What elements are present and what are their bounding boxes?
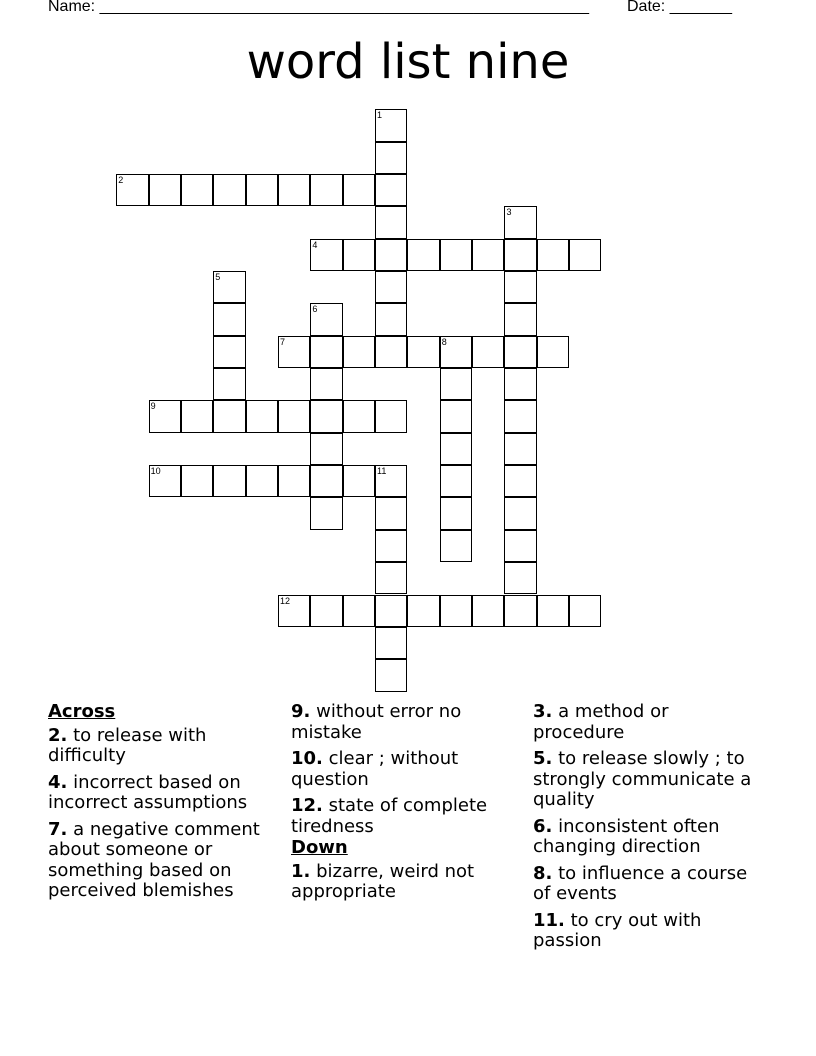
grid-cell[interactable] bbox=[375, 239, 407, 271]
grid-cell[interactable] bbox=[213, 303, 245, 335]
grid-cell[interactable] bbox=[310, 368, 342, 400]
grid-cell[interactable] bbox=[149, 174, 181, 206]
clue-down-1 bbox=[291, 862, 523, 903]
clue-across-12 bbox=[291, 796, 523, 837]
cell-number: 3 bbox=[506, 207, 512, 218]
clue-number: 2. bbox=[48, 724, 68, 746]
cell-number: 10 bbox=[150, 466, 161, 477]
grid-cell[interactable] bbox=[343, 336, 375, 368]
grid-cell[interactable] bbox=[440, 433, 472, 465]
clue-text: a negative comment about someone or something based on perceived blemishes bbox=[48, 818, 260, 901]
cell-number: 2 bbox=[118, 174, 124, 185]
clue-text: state of complete tiredness bbox=[291, 795, 488, 837]
clue-text: a method or procedure bbox=[533, 701, 669, 743]
cell-number: 12 bbox=[280, 595, 291, 606]
clue-across-4 bbox=[48, 773, 276, 814]
grid-cell[interactable] bbox=[537, 595, 569, 627]
clue-number: 10. bbox=[291, 748, 323, 769]
grid-cell[interactable] bbox=[343, 465, 375, 497]
grid-cell[interactable] bbox=[504, 562, 536, 594]
grid-cell[interactable] bbox=[504, 303, 536, 335]
grid-cell[interactable] bbox=[440, 368, 472, 400]
date-field[interactable] bbox=[627, 0, 732, 16]
grid-cell[interactable] bbox=[278, 336, 310, 368]
date-label: Date: bbox=[627, 0, 670, 15]
clue-number: 7. bbox=[48, 818, 68, 840]
grid-cell[interactable] bbox=[407, 595, 439, 627]
cell-number: 8 bbox=[441, 336, 447, 347]
cell-number: 4 bbox=[312, 239, 318, 250]
name-blank-line[interactable]: _______________________________________________________ bbox=[99, 0, 589, 15]
grid-cell[interactable] bbox=[375, 400, 407, 432]
name-field[interactable] bbox=[48, 0, 589, 16]
grid-cell[interactable] bbox=[407, 239, 439, 271]
grid-cell[interactable] bbox=[213, 336, 245, 368]
cell-number: 5 bbox=[215, 272, 221, 282]
grid-cell[interactable] bbox=[310, 433, 342, 465]
grid-cell[interactable] bbox=[310, 239, 342, 271]
grid-cell[interactable] bbox=[181, 465, 213, 497]
cell-number: 7 bbox=[280, 336, 286, 347]
grid-cell[interactable] bbox=[278, 174, 310, 206]
grid-cell[interactable] bbox=[181, 400, 213, 432]
grid-cell[interactable] bbox=[213, 368, 245, 400]
grid-cell[interactable] bbox=[116, 174, 148, 206]
grid-cell[interactable] bbox=[375, 271, 407, 303]
page-title: word list nine bbox=[246, 34, 570, 90]
grid-cell[interactable] bbox=[504, 271, 536, 303]
clue-text: bizarre, weird not appropriate bbox=[291, 860, 475, 902]
crossword-grid bbox=[117, 110, 603, 693]
grid-cell[interactable] bbox=[504, 239, 536, 271]
grid-cell[interactable] bbox=[375, 206, 407, 238]
clues-column-3 bbox=[533, 702, 765, 958]
grid-cell[interactable] bbox=[537, 239, 569, 271]
grid-cell[interactable] bbox=[504, 206, 536, 238]
grid-cell[interactable] bbox=[407, 336, 439, 368]
clue-text: incorrect based on incorrect assumptions bbox=[48, 771, 248, 813]
grid-cell[interactable] bbox=[310, 465, 342, 497]
grid-cell[interactable] bbox=[343, 239, 375, 271]
grid-cell[interactable] bbox=[310, 497, 342, 529]
grid-cell[interactable] bbox=[440, 336, 472, 368]
grid-cell[interactable] bbox=[310, 174, 342, 206]
grid-cell[interactable] bbox=[246, 174, 278, 206]
clue-number: 1. bbox=[291, 860, 311, 882]
clue-text: inconsistent often changing direction bbox=[533, 815, 720, 857]
grid-cell[interactable] bbox=[310, 595, 342, 627]
grid-cell[interactable] bbox=[504, 336, 536, 368]
clue-down-11 bbox=[533, 911, 765, 952]
grid-cell[interactable] bbox=[504, 368, 536, 400]
grid-cell[interactable] bbox=[310, 303, 342, 335]
clue-text: to cry out with passion bbox=[533, 909, 702, 951]
clue-across-10 bbox=[291, 749, 523, 790]
grid-cell[interactable] bbox=[343, 174, 375, 206]
grid-cell[interactable] bbox=[278, 400, 310, 432]
grid-cell[interactable] bbox=[504, 497, 536, 529]
grid-cell[interactable] bbox=[504, 400, 536, 432]
clue-text: to influence a course of events bbox=[533, 862, 748, 904]
grid-cell[interactable] bbox=[213, 400, 245, 432]
grid-cell[interactable] bbox=[440, 497, 472, 529]
grid-cell[interactable] bbox=[375, 465, 407, 497]
clues-column-2 bbox=[291, 702, 523, 909]
clue-number: 5. bbox=[533, 748, 553, 769]
grid-cell[interactable] bbox=[537, 336, 569, 368]
grid-cell[interactable] bbox=[343, 400, 375, 432]
clue-text: without error no mistake bbox=[291, 701, 462, 743]
grid-cell[interactable] bbox=[375, 530, 407, 562]
grid-cell[interactable] bbox=[213, 174, 245, 206]
clue-text: clear ; without question bbox=[291, 748, 459, 790]
cell-number: 1 bbox=[377, 110, 383, 121]
down-heading: Down bbox=[291, 837, 348, 858]
grid-cell[interactable] bbox=[440, 465, 472, 497]
grid-cell[interactable] bbox=[440, 400, 472, 432]
grid-cell[interactable] bbox=[278, 465, 310, 497]
grid-cell[interactable] bbox=[375, 659, 407, 691]
grid-cell[interactable] bbox=[213, 271, 245, 303]
grid-cell[interactable] bbox=[246, 465, 278, 497]
date-blank-line[interactable]: _______ bbox=[669, 0, 732, 15]
clue-across-9 bbox=[291, 702, 523, 743]
grid-cell[interactable] bbox=[375, 109, 407, 141]
cell-number: 11 bbox=[377, 466, 387, 477]
grid-cell[interactable] bbox=[440, 239, 472, 271]
grid-cell[interactable] bbox=[375, 174, 407, 206]
grid-cell[interactable] bbox=[504, 465, 536, 497]
clue-number: 4. bbox=[48, 771, 68, 793]
clue-number: 8. bbox=[533, 862, 553, 884]
grid-cell[interactable] bbox=[310, 400, 342, 432]
grid-cell[interactable] bbox=[472, 239, 504, 271]
grid-cell[interactable] bbox=[149, 400, 181, 432]
grid-cell[interactable] bbox=[472, 336, 504, 368]
grid-cell[interactable] bbox=[278, 595, 310, 627]
grid-cell[interactable] bbox=[472, 595, 504, 627]
grid-cell[interactable] bbox=[375, 142, 407, 174]
clue-number: 12. bbox=[291, 795, 323, 816]
clues-column-1 bbox=[48, 702, 276, 908]
clue-number: 11. bbox=[533, 909, 565, 931]
grid-cell[interactable] bbox=[569, 595, 601, 627]
clue-across-7 bbox=[48, 820, 276, 902]
clue-down-6 bbox=[533, 817, 765, 858]
clue-across-2 bbox=[48, 726, 276, 767]
grid-cell[interactable] bbox=[375, 336, 407, 368]
grid-cell[interactable] bbox=[569, 239, 601, 271]
grid-cell[interactable] bbox=[440, 530, 472, 562]
clue-down-3 bbox=[533, 702, 765, 743]
clue-text: to release slowly ; to strongly communicate a quality bbox=[533, 748, 752, 810]
grid-cell[interactable] bbox=[181, 174, 213, 206]
grid-cell[interactable] bbox=[375, 497, 407, 529]
clue-number: 6. bbox=[533, 815, 553, 837]
grid-cell[interactable] bbox=[504, 595, 536, 627]
grid-cell[interactable] bbox=[375, 627, 407, 659]
clue-number: 3. bbox=[533, 701, 553, 722]
grid-cell[interactable] bbox=[149, 465, 181, 497]
grid-cell[interactable] bbox=[375, 562, 407, 594]
grid-cell[interactable] bbox=[375, 303, 407, 335]
grid-cell[interactable] bbox=[246, 400, 278, 432]
grid-cell[interactable] bbox=[213, 465, 245, 497]
cell-number: 9 bbox=[150, 401, 156, 412]
grid-cell[interactable] bbox=[504, 530, 536, 562]
grid-cell[interactable] bbox=[310, 336, 342, 368]
grid-cell[interactable] bbox=[343, 595, 375, 627]
clue-text: to release with difficulty bbox=[48, 724, 207, 766]
name-label: Name: bbox=[48, 0, 100, 15]
clue-number: 9. bbox=[291, 701, 311, 722]
grid-cell[interactable] bbox=[375, 595, 407, 627]
clue-down-5 bbox=[533, 749, 765, 811]
grid-cell[interactable] bbox=[440, 595, 472, 627]
across-heading: Across bbox=[48, 701, 116, 722]
clue-down-8 bbox=[533, 864, 765, 905]
cell-number: 6 bbox=[312, 304, 318, 315]
grid-cell[interactable] bbox=[504, 433, 536, 465]
